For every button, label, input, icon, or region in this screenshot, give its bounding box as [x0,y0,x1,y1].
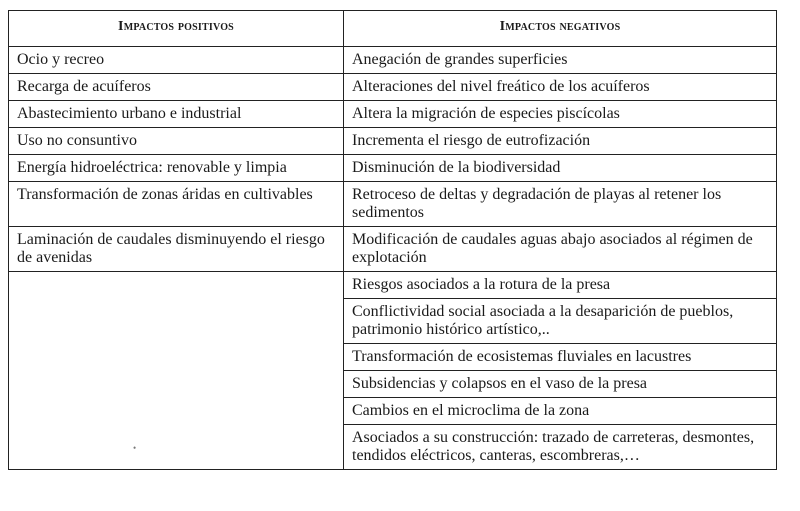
negative-cell: Altera la migración de especies piscícolas [344,101,777,128]
table-row [9,227,777,272]
table-row [9,101,777,128]
negative-cell: Asociados a su construcción: trazado de carreteras, desmontes, tendidos eléctricos, canteras, escombreras,… [344,425,777,470]
positive-cell: Ocio y recreo [9,47,344,74]
negative-cell: Riesgos asociados a la rotura de la presa [344,272,777,299]
table-row [9,47,777,74]
negative-cell: Anegación de grandes superficies [344,47,777,74]
negative-cell: Conflictividad social asociada a la desaparición de pueblos, patrimonio histórico artístico,.. [344,299,777,344]
table-row [9,128,777,155]
negative-cell: Modificación de caudales aguas abajo asociados al régimen de explotación [344,227,777,272]
negative-cell: Retroceso de deltas y degradación de playas al retener los sedimentos [344,182,777,227]
table-row [9,182,777,227]
negative-cell: Cambios en el microclima de la zona [344,398,777,425]
positive-cell: Transformación de zonas áridas en cultivables [9,182,344,227]
positive-cell: Uso no consuntivo [9,128,344,155]
header-negative: Impactos negativos [344,11,777,47]
negative-cell: Transformación de ecosistemas fluviales en lacustres [344,344,777,371]
positive-cell: Abastecimiento urbano e industrial [9,101,344,128]
positive-cell: Recarga de acuíferos [9,74,344,101]
negative-cell: Incrementa el riesgo de eutrofización [344,128,777,155]
scan-speck: • [133,443,137,453]
negative-cell: Alteraciones del nivel freático de los acuíferos [344,74,777,101]
table-row [9,74,777,101]
impacts-table [8,10,777,470]
negative-cell: Disminución de la biodiversidad [344,155,777,182]
table-row [9,272,777,299]
header-positive: Impactos positivos [9,11,344,47]
negative-cell: Subsidencias y colapsos en el vaso de la presa [344,371,777,398]
positive-cell: Laminación de caudales disminuyendo el riesgo de avenidas [9,227,344,272]
empty-positive-cell [9,272,344,470]
positive-cell: Energía hidroeléctrica: renovable y limpia [9,155,344,182]
header-row [9,11,777,47]
table-row [9,155,777,182]
